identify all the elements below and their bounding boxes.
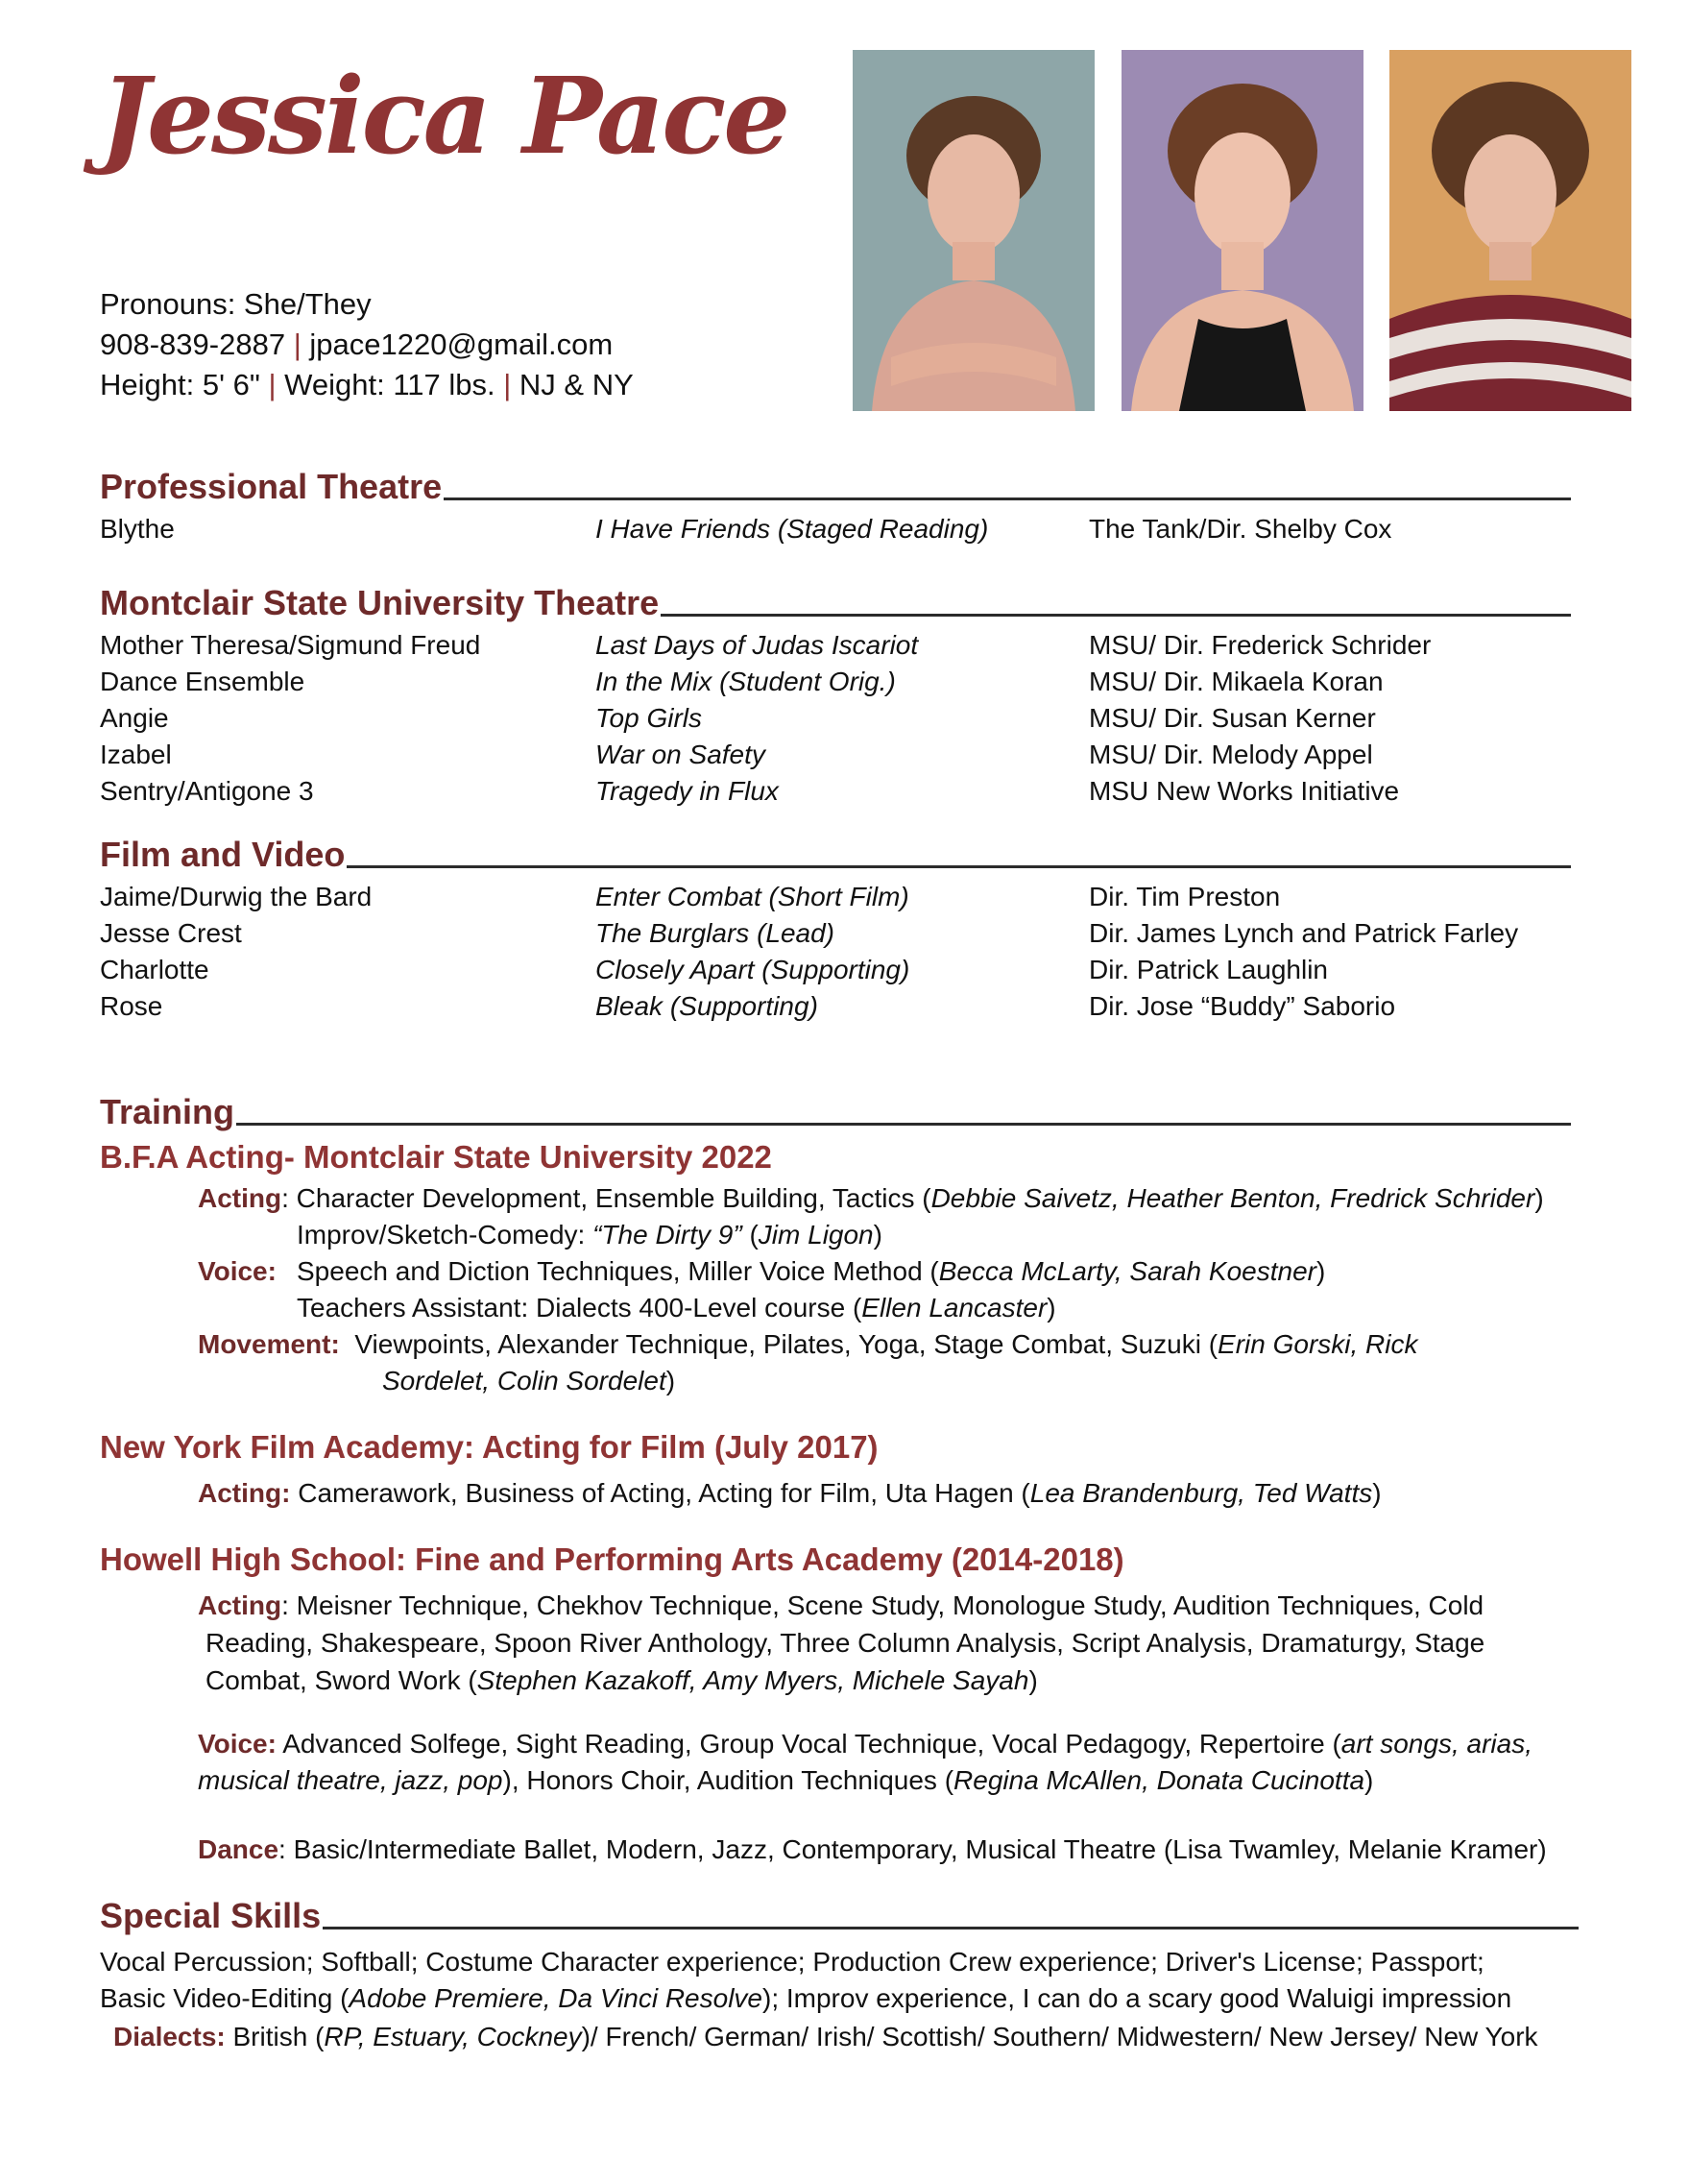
credit-role: Izabel: [100, 740, 172, 769]
section-rule: [347, 865, 1571, 868]
movement-label: Movement:: [198, 1329, 340, 1359]
credit-production: Closely Apart (Supporting): [595, 955, 910, 984]
separator: |: [503, 368, 512, 401]
voice-styles-cont: musical theatre, jazz, pop: [198, 1765, 503, 1795]
voice-teachers: Regina McAllen, Donata Cucinotta: [953, 1765, 1365, 1795]
headshot-striped-shirt: [1389, 50, 1631, 411]
voice-text: Advanced Solfege, Sight Reading, Group Vocal Technique, Vocal Pedagogy, Repertoire (: [282, 1729, 1341, 1759]
headshot-black-top: [1122, 50, 1363, 411]
acting-teachers: Lea Brandenburg, Ted Watts: [1029, 1478, 1373, 1508]
howell-acting-line-3: Combat, Sword Work (Stephen Kazakoff, Amy Myers, Michele Sayah): [205, 1665, 1038, 1695]
credit-director: Dir. Tim Preston: [1089, 882, 1281, 911]
height: Height: 5' 6": [100, 368, 260, 401]
credit-production: The Burglars (Lead): [595, 918, 835, 948]
credit-production: Tragedy in Flux: [595, 776, 779, 806]
credit-role: Rose: [100, 991, 163, 1021]
dance-text: : Basic/Intermediate Ballet, Modern, Jazz, Contemporary, Musical Theatre (Lisa Twamley, Melanie Kramer): [278, 1834, 1547, 1864]
email: jpace1220@gmail.com: [309, 328, 614, 361]
credit-director: MSU/ Dir. Mikaela Koran: [1089, 667, 1384, 696]
training-msu-title: B.F.A Acting- Montclair State University 2022: [100, 1139, 772, 1175]
credit-production: Enter Combat (Short Film): [595, 882, 909, 911]
acting-label: Acting:: [198, 1478, 291, 1508]
dialects-british: RP, Estuary, Cockney: [324, 2022, 582, 2051]
msu-voice-line: [198, 1253, 277, 1290]
credit-production: Top Girls: [595, 703, 703, 733]
section-film-video: [100, 833, 1571, 875]
credit-production: I Have Friends (Staged Reading): [595, 514, 989, 544]
actor-name: Jessica Pace: [100, 54, 788, 178]
credit-production: In the Mix (Student Orig.): [595, 667, 896, 696]
acting-text: Combat, Sword Work (: [205, 1665, 477, 1695]
voice-styles: art songs, arias,: [1340, 1729, 1532, 1759]
headshot-smiling: [853, 50, 1095, 411]
dialects-text-cont: )/ French/ German/ Irish/ Scottish/ Southern/ Midwestern/ New Jersey/ New York: [581, 2022, 1538, 2051]
section-title: Montclair State University Theatre: [100, 583, 660, 622]
section-title: Training: [100, 1092, 235, 1131]
phone-email-line: [100, 325, 634, 365]
acting-teachers: Debbie Saivetz, Heather Benton, Fredrick Schrider: [930, 1183, 1535, 1213]
section-professional-theatre: [100, 465, 1571, 507]
training-nyfa-title: New York Film Academy: Acting for Film (July 2017): [100, 1429, 879, 1465]
skills-line-2: [100, 1980, 1511, 2017]
credit-role: Angie: [100, 703, 169, 733]
voice-label: Voice:: [198, 1729, 277, 1759]
credit-role: Charlotte: [100, 955, 209, 984]
skills-text: Basic Video-Editing (: [100, 1983, 350, 2013]
msu-movement-line-2: Sordelet, Colin Sordelet): [382, 1366, 676, 1395]
credit-role: Mother Theresa/Sigmund Freud: [100, 630, 481, 660]
credit-director: Dir. Patrick Laughlin: [1089, 955, 1329, 984]
acting-text: : Meisner Technique, Chekhov Technique, Scene Study, Monologue Study, Audition Techniques, Cold: [281, 1590, 1484, 1620]
voice-teachers: Becca McLarty, Sarah Koestner: [938, 1256, 1316, 1286]
dialects-line: [113, 2019, 1538, 2055]
msu-movement-line: [198, 1326, 1417, 1363]
voice-text: Speech and Diction Techniques, Miller Voice Method (: [297, 1256, 939, 1286]
dialects-label: Dialects:: [113, 2022, 226, 2051]
skills-line-1: Vocal Percussion; Softball; Costume Character experience; Production Crew experience; Driver's License; Passport;: [100, 1947, 1484, 1977]
separator: |: [268, 368, 277, 401]
improv-group: “The Dirty 9”: [592, 1220, 742, 1250]
credit-director: MSU/ Dir. Frederick Schrider: [1089, 630, 1432, 660]
acting-text: Camerawork, Business of Acting, Acting for Film, Uta Hagen (: [298, 1478, 1030, 1508]
movement-teachers: Erin Gorski, Rick: [1218, 1329, 1418, 1359]
skills-software: Adobe Premiere, Da Vinci Resolve: [349, 1983, 762, 2013]
stats-line: [100, 365, 634, 405]
howell-voice-line-1: [198, 1726, 1532, 1762]
ta-text: Teachers Assistant: Dialects 400-Level course (: [297, 1293, 862, 1323]
improv-teacher: Jim Ligon: [758, 1220, 874, 1250]
credit-director: Dir. Jose “Buddy” Saborio: [1089, 991, 1396, 1021]
credit-director: MSU/ Dir. Susan Kerner: [1089, 703, 1376, 733]
acting-label: Acting: [198, 1590, 282, 1620]
credit-production: Last Days of Judas Iscariot: [595, 630, 919, 660]
acting-teachers: Stephen Kazakoff, Amy Myers, Michele Sayah: [476, 1665, 1029, 1695]
credit-production: Bleak (Supporting): [595, 991, 818, 1021]
pronouns: Pronouns: She/They: [100, 287, 372, 321]
section-title: Special Skills: [100, 1896, 322, 1935]
section-title: Film and Video: [100, 835, 346, 874]
howell-dance-line: [198, 1832, 1547, 1868]
section-rule: [661, 614, 1571, 617]
phone-number: 908-839-2887: [100, 328, 286, 361]
credit-director: MSU/ Dir. Melody Appel: [1089, 740, 1373, 769]
section-msu-theatre: [100, 581, 1571, 623]
section-rule: [323, 1927, 1579, 1929]
msu-ta-line: Teachers Assistant: Dialects 400-Level course (Ellen Lancaster): [297, 1293, 1056, 1323]
improv-text: Improv/Sketch-Comedy:: [297, 1220, 593, 1250]
location: NJ & NY: [519, 368, 634, 401]
credit-director: Dir. James Lynch and Patrick Farley: [1089, 918, 1519, 948]
ta-teacher: Ellen Lancaster: [861, 1293, 1048, 1323]
separator: |: [293, 328, 302, 361]
msu-improv-line: Improv/Sketch-Comedy: “The Dirty 9” (Jim Ligon): [297, 1220, 882, 1250]
voice-label: Voice:: [198, 1256, 277, 1286]
section-rule: [236, 1123, 1571, 1126]
dance-label: Dance: [198, 1834, 279, 1864]
howell-acting-line-1: [198, 1588, 1484, 1624]
credit-role: Jesse Crest: [100, 918, 242, 948]
acting-label: Acting: [198, 1183, 282, 1213]
nyfa-acting-line: Acting: Camerawork, Business of Acting, Acting for Film, Uta Hagen (Lea Brandenburg, Ted Watts): [198, 1478, 1382, 1508]
section-title: Professional Theatre: [100, 467, 443, 506]
credit-role: Blythe: [100, 514, 175, 544]
section-special-skills: [100, 1894, 1579, 1936]
section-training: [100, 1090, 1571, 1132]
contact-block: [100, 284, 634, 405]
credit-director: MSU New Works Initiative: [1089, 776, 1400, 806]
section-rule: [444, 497, 1571, 500]
movement-teachers-cont: Sordelet, Colin Sordelet: [382, 1366, 666, 1395]
dialects-text: British (: [232, 2022, 325, 2051]
weight: Weight: 117 lbs.: [284, 368, 495, 401]
msu-acting-line: Acting: Character Development, Ensemble Building, Tactics (Debbie Saivetz, Heather Benton, Fredrick Schrider): [198, 1183, 1544, 1213]
msu-voice-text-line: Speech and Diction Techniques, Miller Voice Method (Becca McLarty, Sarah Koestner): [297, 1256, 1326, 1286]
acting-text: : Character Development, Ensemble Building, Tactics (: [281, 1183, 931, 1213]
credit-role: Sentry/Antigone 3: [100, 776, 314, 806]
credit-production: War on Safety: [595, 740, 765, 769]
voice-text-cont: ), Honors Choir, Audition Techniques (: [502, 1765, 954, 1795]
skills-text-cont: ); Improv experience, I can do a scary good Waluigi impression: [762, 1983, 1512, 2013]
credit-role: Dance Ensemble: [100, 667, 305, 696]
credit-role: Jaime/Durwig the Bard: [100, 882, 373, 911]
credit-director: The Tank/Dir. Shelby Cox: [1089, 514, 1392, 544]
howell-voice-line-2: musical theatre, jazz, pop), Honors Choir, Audition Techniques (Regina McAllen, Donata Cucinotta): [198, 1765, 1374, 1795]
movement-text: Viewpoints, Alexander Technique, Pilates, Yoga, Stage Combat, Suzuki (: [354, 1329, 1218, 1359]
howell-acting-line-2: Reading, Shakespeare, Spoon River Anthology, Three Column Analysis, Script Analysis, Dramaturgy, Stage: [205, 1628, 1485, 1658]
training-howell-title: Howell High School: Fine and Performing Arts Academy (2014-2018): [100, 1541, 1124, 1577]
